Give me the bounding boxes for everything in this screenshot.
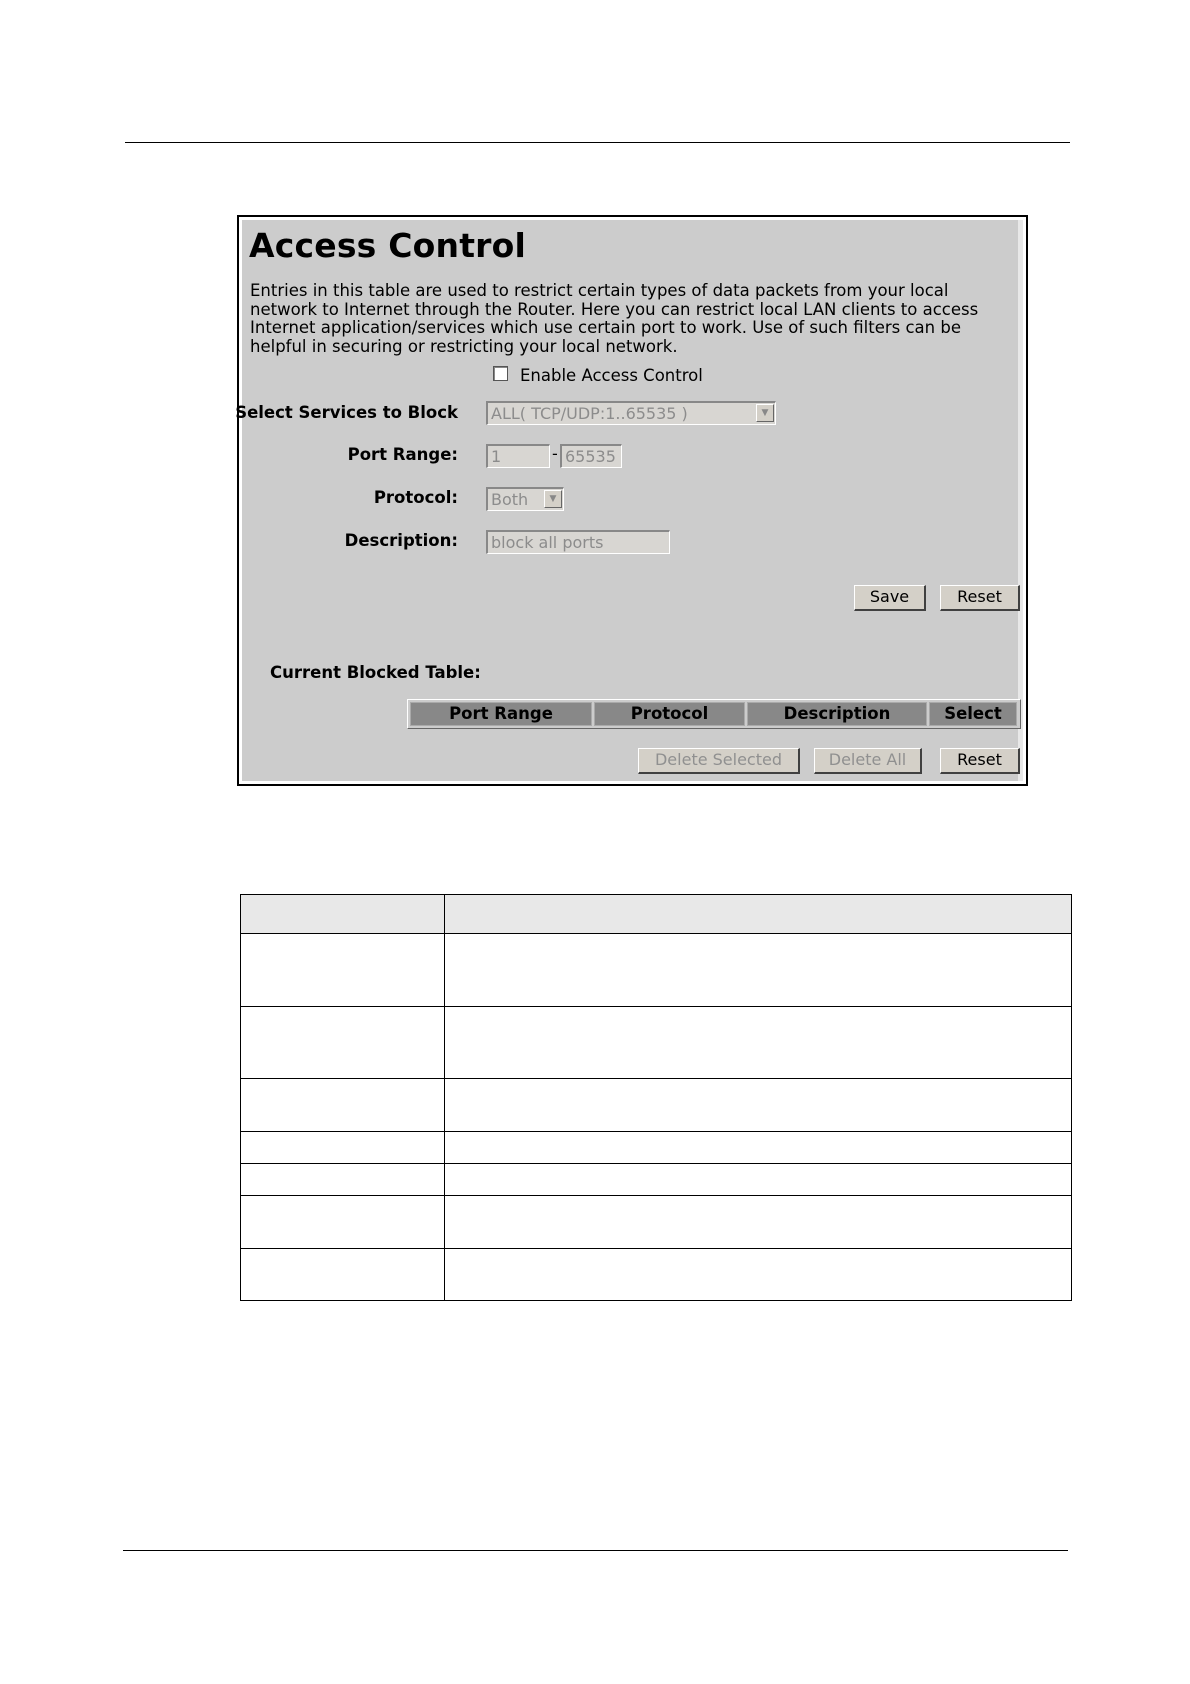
access-control-screenshot (237, 215, 1028, 786)
table-cell (445, 1132, 1072, 1164)
services-select[interactable] (486, 401, 776, 425)
protocol-select[interactable] (486, 487, 564, 511)
services-label: Select Services to Block (235, 403, 458, 422)
table-cell (445, 1164, 1072, 1196)
delete-selected-button[interactable]: Delete Selected (638, 748, 800, 774)
access-control-panel (235, 220, 1023, 781)
port-range-label: Port Range: (347, 445, 458, 464)
footer-rule (123, 1550, 1068, 1551)
protocol-select-value: Both (491, 490, 529, 509)
port-from-input[interactable]: 1 (486, 444, 550, 468)
table-cell (241, 934, 445, 1007)
description-label: Description: (344, 531, 458, 550)
table-cell (241, 1164, 445, 1196)
port-range-separator: - (552, 444, 558, 463)
column-header-protocol: Protocol (594, 702, 745, 726)
blocked-table-header (407, 699, 1021, 729)
page-description: Entries in this table are used to restrict certain types of data packets from your local network to Internet through the Router. Here you can restrict local LAN clients to access Internet application/services which use certain port to work. Use of such filters can be helpful in securing or restricting your local network. (250, 281, 979, 356)
description-input[interactable]: block all ports (486, 530, 670, 554)
table-cell (445, 1007, 1072, 1079)
enable-access-control-checkbox[interactable] (493, 366, 508, 381)
chevron-down-icon: ▼ (544, 490, 562, 508)
table-row (241, 1007, 1072, 1079)
table-row (241, 1079, 1072, 1132)
table-cell (241, 1249, 445, 1301)
chevron-down-icon: ▼ (756, 404, 774, 422)
table-header-cell (241, 895, 445, 934)
table-header-cell (445, 895, 1072, 934)
delete-all-button[interactable]: Delete All (814, 748, 922, 774)
table-cell (241, 1079, 445, 1132)
protocol-label: Protocol: (373, 488, 458, 507)
save-button[interactable]: Save (854, 585, 926, 611)
table-cell (241, 1196, 445, 1249)
table-cell (445, 934, 1072, 1007)
table-cell (241, 1132, 445, 1164)
header-rule (125, 142, 1070, 143)
table-cell (241, 1007, 445, 1079)
table-header-row (241, 895, 1072, 934)
table-row (241, 1164, 1072, 1196)
page-title: Access Control (249, 226, 527, 265)
column-header-port-range: Port Range (410, 702, 592, 726)
table-row (241, 1196, 1072, 1249)
port-to-input[interactable]: 65535 (560, 444, 622, 468)
services-select-value: ALL( TCP/UDP:1..65535 ) (491, 404, 688, 423)
reset-button[interactable]: Reset (940, 585, 1020, 611)
reset-table-button[interactable]: Reset (940, 748, 1020, 774)
blocked-table-label: Current Blocked Table: (270, 663, 481, 682)
table-cell (445, 1079, 1072, 1132)
table-row (241, 1132, 1072, 1164)
table-cell (445, 1196, 1072, 1249)
table-cell (445, 1249, 1072, 1301)
column-header-select: Select (929, 702, 1017, 726)
description-table (240, 894, 1072, 1301)
column-header-description: Description (747, 702, 927, 726)
enable-access-control-label: Enable Access Control (520, 366, 703, 385)
table-row (241, 934, 1072, 1007)
table-row (241, 1249, 1072, 1301)
